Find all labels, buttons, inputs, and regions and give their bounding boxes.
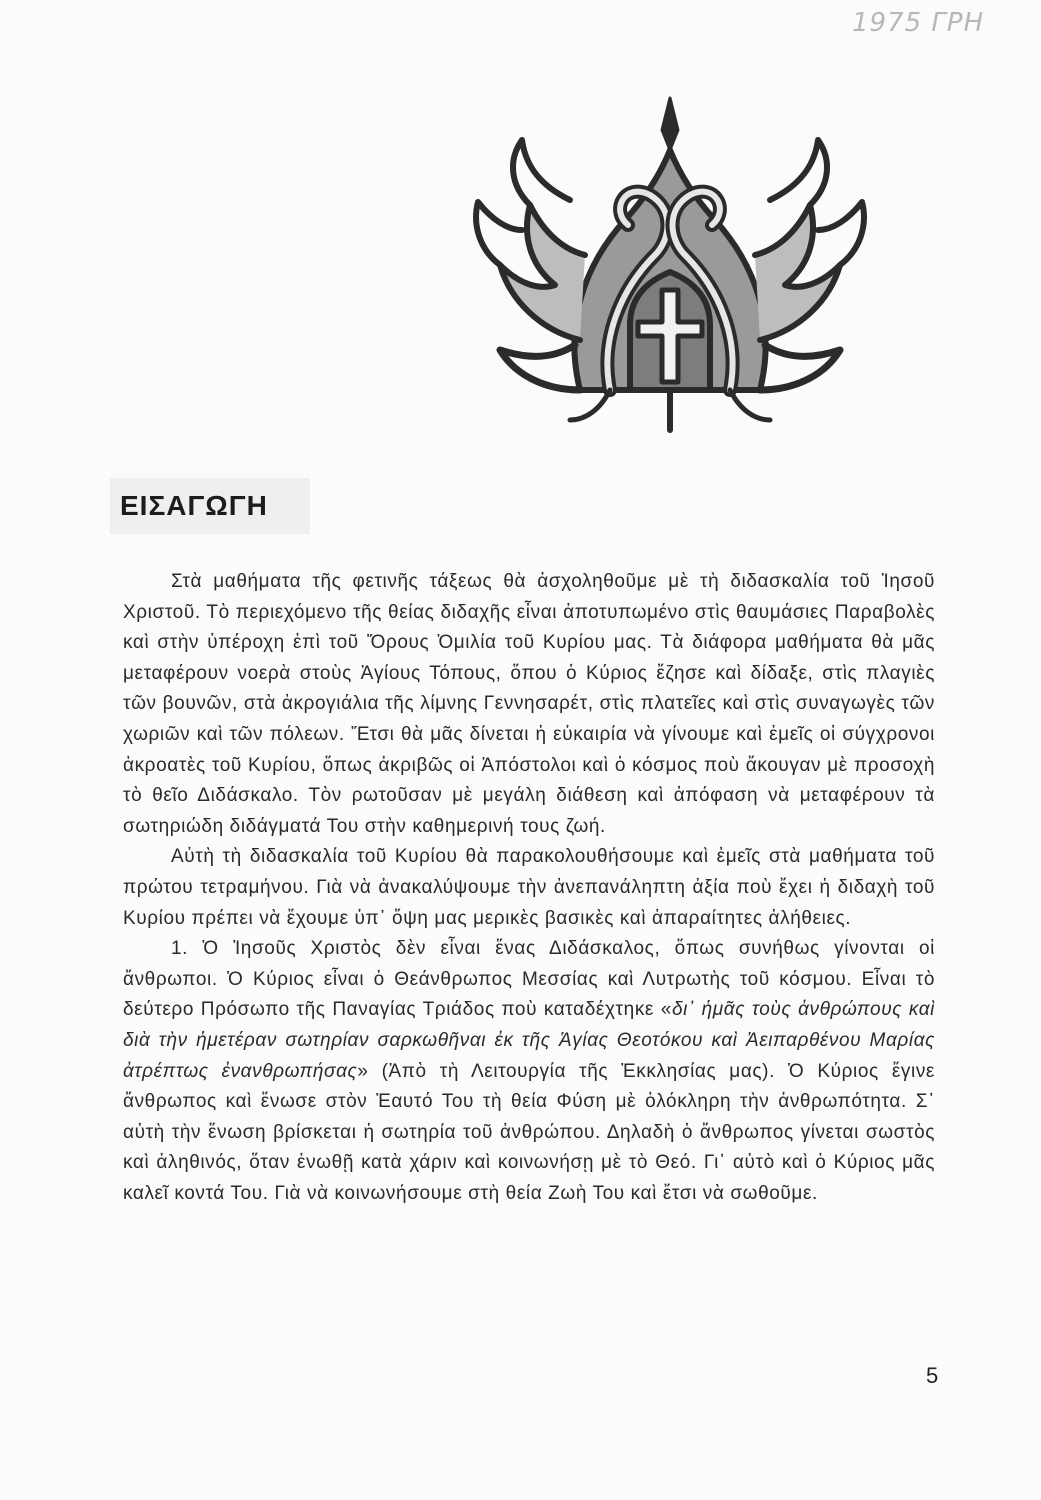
page-number: 5: [926, 1363, 939, 1388]
paragraph-3-end: » (Ἀπὸ τὴ Λειτουργία τῆς Ἐκκλησίας μας). Ὁ Κύριος ἔγινε ἄνθρωπος καὶ ἕνωσε στὸν Ἑαυτό Του τὴ θεία Φύση μὲ ὁλόκληρη τὴν ἀνθρωπότητα. Σ᾽ αὐτὴ τὴν ἕνωση βρίσκεται ἡ σωτηρία τοῦ ἀνθρώπου. Δηλαδὴ ὁ ἄνθρωπος γίνεται σωστὸς καὶ ἀληθινός, ὅταν ἑνωθῇ κατὰ χάριν καὶ κοινωνήσῃ μὲ τὸ Θεό. Γι᾽ αὐτὸ καὶ ὁ Κύριος μᾶς καλεῖ κοντά Του. Γιὰ νὰ κοινωνήσουμε στὴ θεία Ζωὴ Του καὶ ἔτσι νὰ σωθοῦμε.: [123, 1060, 935, 1204]
body-text: [123, 567, 935, 1209]
paragraph-1: Στὰ μαθήματα τῆς φετινῆς τάξεως θὰ ἀσχοληθοῦμε μὲ τὴ διδασκαλία τοῦ Ἰησοῦ Χριστοῦ. Τὸ περιεχόμενο τῆς θείας διδαχῆς εἶναι ἀποτυπωμένο στὶς θαυμάσιες Παραβολὲς καὶ στὴν ὑπέροχη ἐπὶ τοῦ Ὄρους Ὁμιλία τοῦ Κυρίου μας. Τὰ διάφορα μαθήματα θὰ μᾶς μεταφέρουν νοερὰ στοὺς Ἁγίους Τόπους, ὅπου ὁ Κύριος ἔζησε καὶ δίδαξε, στὶς πλαγιὲς τῶν βουνῶν, στὰ ἀκρογιάλια τῆς λίμνης Γεννησαρέτ, στὶς πλατεῖες καὶ στὶς συναγωγὲς τῶν χωριῶν καὶ τῶν πόλεων. Ἔτσι θὰ μᾶς δίνεται ἡ εὐκαιρία νὰ γίνουμε καὶ ἐμεῖς οἱ σύγχρονοι ἀκροατὲς τοῦ Κυρίου, ὅπως ἀκριβῶς οἱ Ἀπόστολοι καὶ ὁ κόσμος ποὺ ἄκουγαν μὲ προσοχὴ τὸ θεῖο Διδάσκαλο. Τὸν ρωτοῦσαν μὲ μεγάλη διάθεση καὶ ἀπόφαση νὰ μεταφέρουν τὰ σωτηριώδη διδάγματά Του στὴν καθημερινή τους ζωή.: [123, 571, 935, 837]
handwritten-note: 1975 ΓΡΗ: [852, 8, 985, 38]
paragraph-3: [123, 934, 935, 1209]
byzantine-cross-ornament-icon: [460, 90, 880, 440]
liturgy-quote: δι᾽ ἡμᾶς τοὺς ἀνθρώπους καὶ διὰ τὴν ἡμετέραν σωτηρίαν σαρκωθῆναι ἐκ τῆς Ἁγίας Θεοτόκου καὶ Ἀειπαρθένου Μαρίας ἀτρέπτως ἐνανθρωπήσας: [123, 999, 935, 1082]
section-heading: ΕΙΣΑΓΩΓΗ: [110, 478, 310, 534]
paragraph-3-start: 1. Ὁ Ἰησοῦς Χριστὸς δὲν εἶναι ἕνας Διδάσκαλος, ὅπως συνήθως γίνονται οἱ ἄνθρωποι. Ὁ Κύριος εἶναι ὁ Θεάνθρωπος Μεσσίας καὶ Λυτρωτὴς τοῦ κόσμου. Εἶναι τὸ δεύτερο Πρόσωπο τῆς Παναγίας Τριάδος ποὺ καταδέχτηκε «: [123, 938, 935, 1021]
paragraph-2: Αὐτὴ τὴ διδασκαλία τοῦ Κυρίου θὰ παρακολουθήσουμε καὶ ἐμεῖς στὰ μαθήματα τοῦ πρώτου τετραμήνου. Γιὰ νὰ ἀνακαλύψουμε τὴν ἀνεπανάληπτη ἀξία ποὺ ἔχει ἡ διδαχὴ τοῦ Κυρίου πρέπει νὰ ἔχουμε ὑπ᾽ ὄψη μας μερικὲς βασικὲς καὶ ἀπαραίτητες ἀλήθειες.: [123, 846, 935, 929]
